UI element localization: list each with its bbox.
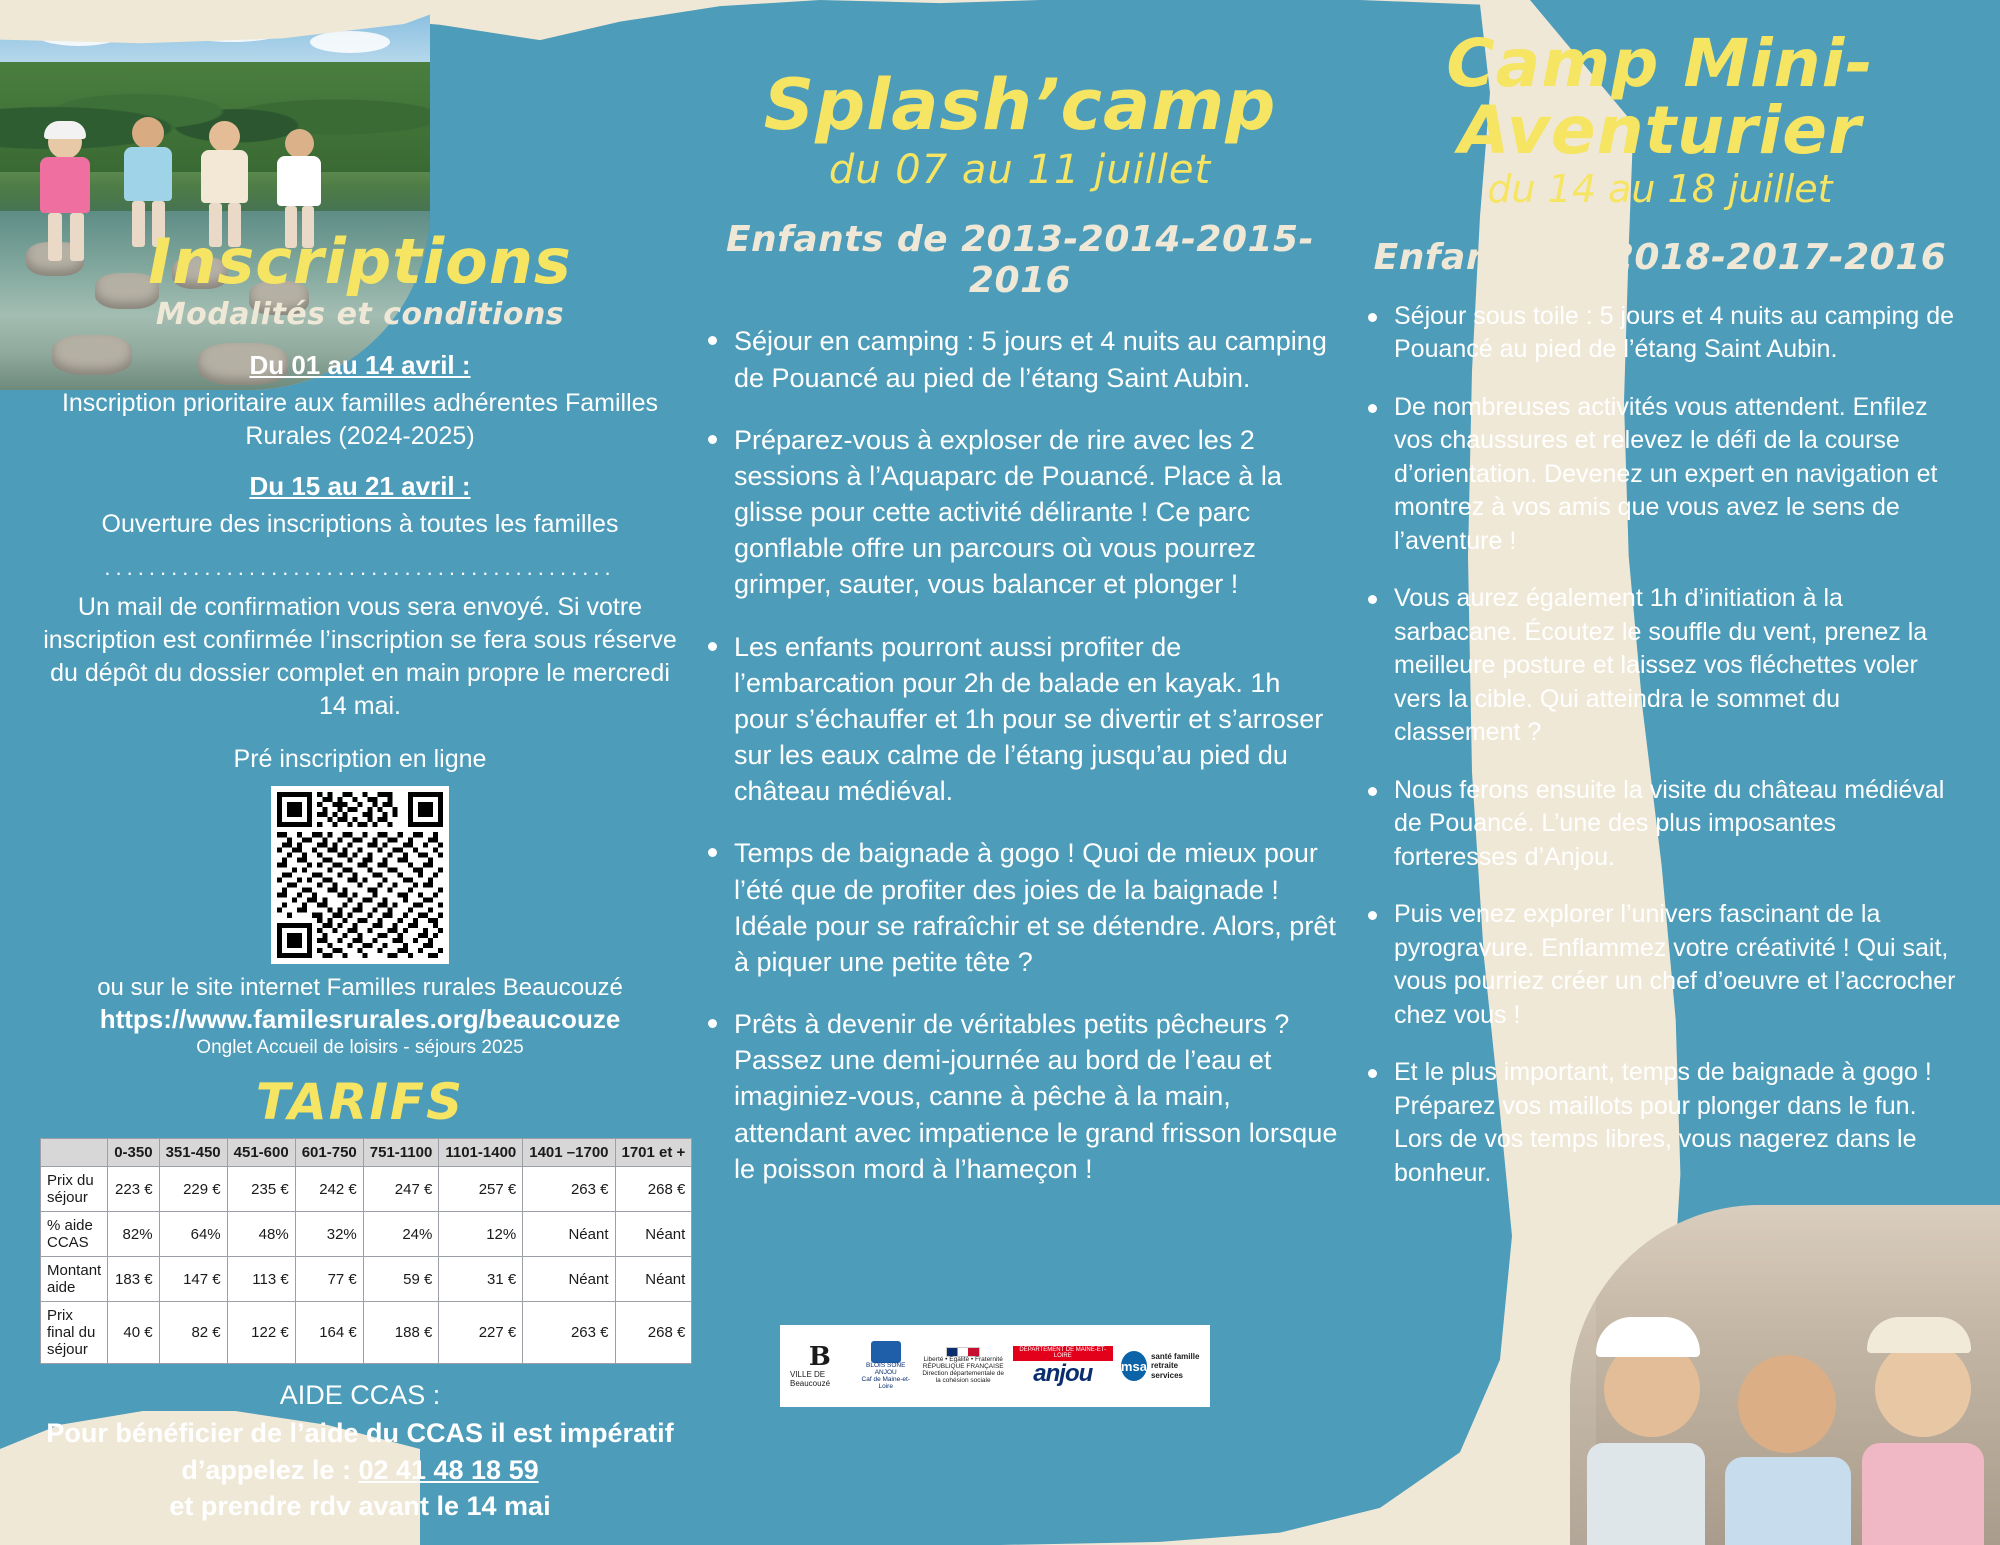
logo-caf — [858, 1341, 914, 1390]
cell: 227 € — [439, 1302, 523, 1364]
qr-code-wrapper[interactable] — [40, 786, 680, 964]
inscriptions-title: Inscriptions — [148, 225, 572, 298]
row-label: Montant aide — [41, 1257, 108, 1302]
col-header-7: 1401 –1700 — [523, 1139, 615, 1167]
rf-title: RÉPUBLIQUE FRANÇAISE — [922, 1363, 1004, 1371]
cell: Néant — [523, 1212, 615, 1257]
period-2-text: Ouverture des inscriptions à toutes les familles — [101, 510, 619, 539]
caf-label: Caf de Maine-et-Loire — [861, 1376, 910, 1390]
period-1-text: Inscription prioritaire aux familles adhérentes Familles Rurales (2024-2025) — [61, 389, 659, 451]
period-1-label: Du 01 au 14 avril : — [249, 350, 471, 381]
cell: 31 € — [439, 1257, 523, 1302]
cell: 247 € — [363, 1167, 439, 1212]
cell: 164 € — [295, 1302, 363, 1364]
anjou-band: DÉPARTEMENT DE MAINE-ET-LOIRE — [1013, 1346, 1113, 1361]
website-url[interactable]: https://www.familesrurales.org/beaucouze — [99, 1004, 621, 1035]
confirmation-text: Un mail de confirmation vous sera envoyé. Si votre inscription est confirmée l’inscription se fera sous réserve du dépôt du dossier complet en main propre le mercredi 14 mai. — [43, 593, 677, 721]
table-header-row — [41, 1139, 692, 1167]
partner-logos-bar — [780, 1325, 1210, 1407]
msa-mark: msa — [1121, 1351, 1147, 1381]
logo-msa — [1121, 1351, 1200, 1381]
list-item: Les enfants pourront aussi profiter de l’embarcation pour 2h de balade en kayak. 1h pour s’échauffer et 1h pour se divertir et s’arroser sur les eaux calme de l’étang jusqu’au pied du château médiéval. — [700, 629, 1340, 810]
rf-sub: Direction départementale de la cohésion sociale — [922, 1370, 1004, 1384]
anjou-word: anjou — [1033, 1359, 1093, 1387]
logo-republique-francaise — [922, 1347, 1005, 1384]
col-header-4: 601-750 — [295, 1139, 363, 1167]
list-item: Puis venez explorer l’univers fascinant de la pyrogravure. Enflammez votre créativité ! Qui sait, vous pourriez créer un chef d’oeuvre et l’accrocher chez vous ! — [1360, 898, 1960, 1032]
cell: 223 € — [108, 1167, 159, 1212]
cell: 183 € — [108, 1257, 159, 1302]
msa-services: santé famille retraite services — [1150, 1351, 1200, 1380]
ccas-line-2 — [40, 1452, 680, 1488]
col-header-0 — [41, 1139, 108, 1167]
cell: 113 € — [227, 1257, 295, 1302]
cell: 268 € — [615, 1167, 692, 1212]
logo-beaucouze — [790, 1341, 850, 1388]
rf-motto: Liberté • Égalité • Fraternité — [923, 1356, 1003, 1364]
list-item: Prêts à devenir de véritables petits pêcheurs ? Passez une demi-journée au bord de l’eau et imaginiez-vous, canne à pêche à la main, attendant avec impatience le grand frisson lorsque le poisson mord à l’hameçon ! — [700, 1006, 1340, 1187]
ccas-line-3: et prendre rdv avant le 14 mai — [169, 1491, 551, 1522]
mini-aventurier-dates: du 14 au 18 juillet — [1487, 166, 1833, 211]
cell: 64% — [159, 1212, 227, 1257]
cell: 263 € — [523, 1167, 615, 1212]
divider-dots: .............................................. — [104, 555, 616, 581]
cell: 188 € — [363, 1302, 439, 1364]
ccas-line-1: Pour bénéficier de l’aide du CCAS il est impératif — [46, 1418, 674, 1449]
cell: 82 € — [159, 1302, 227, 1364]
tarifs-title: TARIFS — [255, 1073, 465, 1132]
cell: 40 € — [108, 1302, 159, 1364]
cell: 77 € — [295, 1257, 363, 1302]
col-header-6: 1101-1400 — [439, 1139, 523, 1167]
cell: 257 € — [439, 1167, 523, 1212]
column-mini-aventurier — [1360, 25, 1960, 1214]
preinscription-label: Pré inscription en ligne — [233, 745, 487, 774]
col-header-3: 451-600 — [227, 1139, 295, 1167]
tarifs-table — [40, 1138, 692, 1364]
splash-camp-dates: du 07 au 11 juillet — [828, 147, 1212, 194]
splash-camp-bullet-list — [700, 323, 1340, 1187]
col-header-2: 351-450 — [159, 1139, 227, 1167]
list-item: Séjour en camping : 5 jours et 4 nuits au camping de Pouancé au pied de l’étang Saint Aubin. — [700, 323, 1340, 395]
list-item: Et le plus important, temps de baignade à gogo ! Préparez vos maillots pour plonger dans le fun. Lors de vos temps libres, vous nagerez dans le bonheur. — [1360, 1056, 1960, 1190]
table-row — [41, 1302, 692, 1364]
period-2-label: Du 15 au 21 avril : — [249, 471, 471, 502]
cell: 263 € — [523, 1302, 615, 1364]
qr-code-svg — [277, 792, 443, 958]
table-row — [41, 1257, 692, 1302]
cell: 242 € — [295, 1167, 363, 1212]
list-item: Vous aurez également 1h d’initiation à la sarbacane. Écoutez le souffle du vent, prenez la meilleure posture et laissez vos fléchettes voler vers la cible. Qui atteindra le sommet du classement ? — [1360, 582, 1960, 750]
logo-anjou — [1013, 1346, 1113, 1386]
cell: 147 € — [159, 1257, 227, 1302]
list-item: De nombreuses activités vous attendent. Enfilez vos chaussures et relevez le défi de la course d’orientation. Devenez un expert en navigation et montrez à vos amis que vous avez le sens de l’aventure ! — [1360, 391, 1960, 559]
mini-aventurier-title: Camp Mini-Aventurier — [1446, 25, 1874, 170]
cell: 268 € — [615, 1302, 692, 1364]
splash-camp-title: Splash’camp — [763, 64, 1277, 146]
cell: 12% — [439, 1212, 523, 1257]
cell: Néant — [615, 1257, 692, 1302]
cell: 82% — [108, 1212, 159, 1257]
cell: 24% — [363, 1212, 439, 1257]
table-row — [41, 1212, 692, 1257]
col-header-8: 1701 et + — [615, 1139, 692, 1167]
cell: 59 € — [363, 1257, 439, 1302]
website-tab-hint: Onglet Accueil de loisirs - séjours 2025 — [196, 1037, 524, 1059]
list-item: Nous ferons ensuite la visite du château médiéval de Pouancé. L’une des plus imposantes forteresses d’Anjou. — [1360, 774, 1960, 875]
cell: 229 € — [159, 1167, 227, 1212]
list-item: Préparez-vous à exploser de rire avec les 2 sessions à l’Aquaparc de Pouancé. Place à la glisse pour cette activité délirante ! Ce parc gonflable offre un parcours où vous pourrez grimper, sauter, vous balancer et plonger ! — [700, 422, 1340, 603]
cell: Néant — [523, 1257, 615, 1302]
beaucouze-mark: B — [808, 1341, 831, 1372]
beaucouze-label: VILLE DE Beaucouzé — [790, 1370, 831, 1388]
cell: 235 € — [227, 1167, 295, 1212]
list-item: Séjour sous toile : 5 jours et 4 nuits au camping de Pouancé au pied de l’étang Saint Aubin. — [1360, 300, 1960, 367]
row-label: Prix du séjour — [41, 1167, 108, 1212]
col-header-1: 0-350 — [108, 1139, 159, 1167]
ccas-title: AIDE CCAS : — [279, 1380, 441, 1411]
row-label: % aide CCAS — [41, 1212, 108, 1257]
table-row — [41, 1167, 692, 1212]
ccas-call-prefix: d’appelez le : — [181, 1454, 359, 1485]
list-item: Temps de baignade à gogo ! Quoi de mieux pour l’été que de profiter des joies de la baignade ! Idéale pour se rafraîchir et se détendre. Alors, prêt à piquer une petite tête ? — [700, 835, 1340, 980]
cell: 48% — [227, 1212, 295, 1257]
website-line: ou sur le site internet Familles rurales Beaucouzé — [97, 974, 623, 1002]
row-label: Prix final du séjour — [41, 1302, 108, 1364]
cell: 32% — [295, 1212, 363, 1257]
inscriptions-subtitle: Modalités et conditions — [155, 297, 565, 333]
mini-aventurier-ages: Enfants de 2018-2017-2016 — [1373, 236, 1947, 278]
cell: Néant — [615, 1212, 692, 1257]
mini-aventurier-bullet-list — [1360, 300, 1960, 1191]
caf-square-icon — [871, 1341, 901, 1363]
qr-code-icon[interactable] — [271, 786, 449, 964]
ccas-phone-number[interactable]: 02 41 48 18 59 — [358, 1454, 539, 1485]
column-inscriptions — [40, 225, 686, 1525]
caf-region: BLOIS SONE ANJOU — [866, 1362, 906, 1377]
splash-camp-ages: Enfants de 2013-2014-2015-2016 — [725, 219, 1315, 302]
col-header-5: 751-1100 — [363, 1139, 439, 1167]
column-splash-camp — [700, 64, 1340, 1213]
cell: 122 € — [227, 1302, 295, 1364]
photo-three-children — [1570, 1205, 2000, 1545]
